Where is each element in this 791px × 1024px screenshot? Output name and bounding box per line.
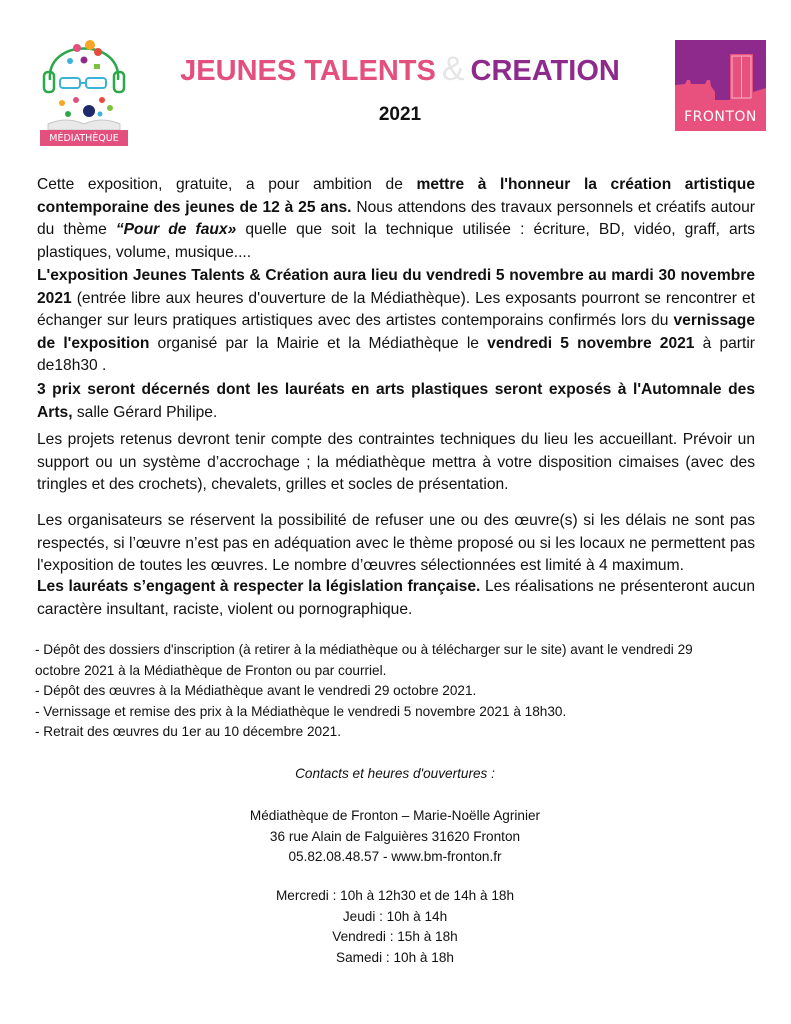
text: organisé par la Mairie et la Médiathèque le (149, 334, 488, 352)
paragraph-prizes (37, 379, 755, 424)
title-ampersand: & (441, 50, 465, 88)
text: Cette exposition, gratuite, a pour ambition de (37, 176, 417, 193)
text: à partir de18h30 . (37, 334, 755, 374)
opening-hours (150, 886, 640, 968)
mediatheque-logo (32, 28, 136, 146)
text: Nous attendons des travaux personnels et créatifs autour du thème (37, 198, 756, 238)
bold-text: L'exposition Jeunes Talents & Création aura lieu du vendredi 5 novembre au mardi 30 novembre 2021 (37, 267, 755, 307)
paragraph-technical-constraints: Les projets retenus devront tenir compte des contraintes techniques du lieu les accueillant. Prévoir un support ou un système d’accrochage ; la médiathèque mettra à votre disposition cimaises (avec des tringles et des crochets), chevalets, grilles et socles de présentation. (37, 431, 755, 493)
list-item: - Vernissage et remise des prix à la Médiathèque le vendredi 5 novembre 2021 à 18h30. (35, 703, 567, 719)
paragraph-selection: Les organisateurs se réservent la possibilité de refuser une ou des œuvre(s) si les délais ne sont pas respectés, si l’œuvre n’est pas en adéquation avec le thème proposé ou si les locaux ne permettent pas l'exposition de toutes les œuvres. Le nombre d’œuvres sélectionnées est limité à 4 maximum. (37, 512, 755, 574)
bold-text: 3 prix seront décernés dont les lauréats en arts plastiques seront exposés à l'Automnale des Arts, (37, 381, 755, 421)
hours-friday: Vendredi : 15h à 18h (332, 929, 458, 944)
mediatheque-logo-text: MÉDIATHÈQUE (49, 133, 119, 144)
text: quelle que soit la technique utilisée : écriture, BD, vidéo, graff, arts plastiques, volume, musique.... (37, 221, 755, 261)
title-year: 2021 (378, 104, 422, 125)
text: salle Gérard Philipe. (72, 403, 218, 421)
paragraph-legislation (37, 576, 755, 621)
hours-wednesday: Mercredi : 10h à 12h30 et de 14h à 18h (275, 888, 515, 903)
schedule-list (35, 640, 765, 743)
paragraph-dates (37, 265, 755, 378)
bold-text: Les lauréats s’engagent à respecter la législation française. (37, 578, 481, 595)
paragraph-intro (37, 174, 755, 264)
bold-text: vernissage de l'exposition (37, 312, 755, 352)
contact-address: 36 rue Alain de Falguières 31620 Fronton (269, 828, 521, 844)
theme-name: “Pour de faux» (115, 221, 237, 238)
bold-text: vendredi 5 novembre 2021 (487, 334, 695, 352)
list-item: octobre 2021 à la Médiathèque de Fronton ou par courriel. (35, 662, 387, 678)
title-part-jeunes-talents: JEUNES TALENTS (180, 55, 436, 87)
title-part-creation: CREATION (470, 55, 620, 87)
page-title (160, 50, 640, 89)
list-item: - Dépôt des œuvres à la Médiathèque avant le vendredi 29 octobre 2021. (35, 683, 477, 698)
fronton-logo (675, 40, 766, 131)
mediatheque-illustration-icon (32, 28, 136, 146)
list-item: - Retrait des œuvres du 1er au 10 décembre 2021. (35, 724, 342, 739)
text: (entrée libre aux heures d'ouverture de la Médiathèque). Les exposants pourront se rencontrer et échanger sur leurs pratiques artistiques avec des artistes contemporains confirmés lors du (37, 289, 755, 329)
text: Les réalisations ne présenteront aucun caractère insultant, raciste, violent ou pornographique. (37, 578, 755, 618)
contact-name: Médiathèque de Fronton – Marie-Noëlle Agrinier (249, 808, 541, 823)
fronton-logo-text: FRONTON (684, 109, 757, 125)
contact-info (150, 806, 640, 868)
hours-saturday: Samedi : 10h à 18h (336, 949, 454, 965)
bold-text: mettre à l'honneur la création artistique contemporaine des jeunes de 12 à 25 ans. (37, 176, 755, 216)
contacts-heading: Contacts et heures d'ouvertures : (295, 766, 495, 781)
list-item: - Dépôt des dossiers d'inscription (à retirer à la médiathèque ou à télécharger sur le site) avant le vendredi 29 (35, 642, 693, 657)
contact-phone-website: 05.82.08.48.57 - www.bm-fronton.fr (288, 849, 502, 864)
hours-thursday: Jeudi : 10h à 14h (342, 908, 448, 924)
